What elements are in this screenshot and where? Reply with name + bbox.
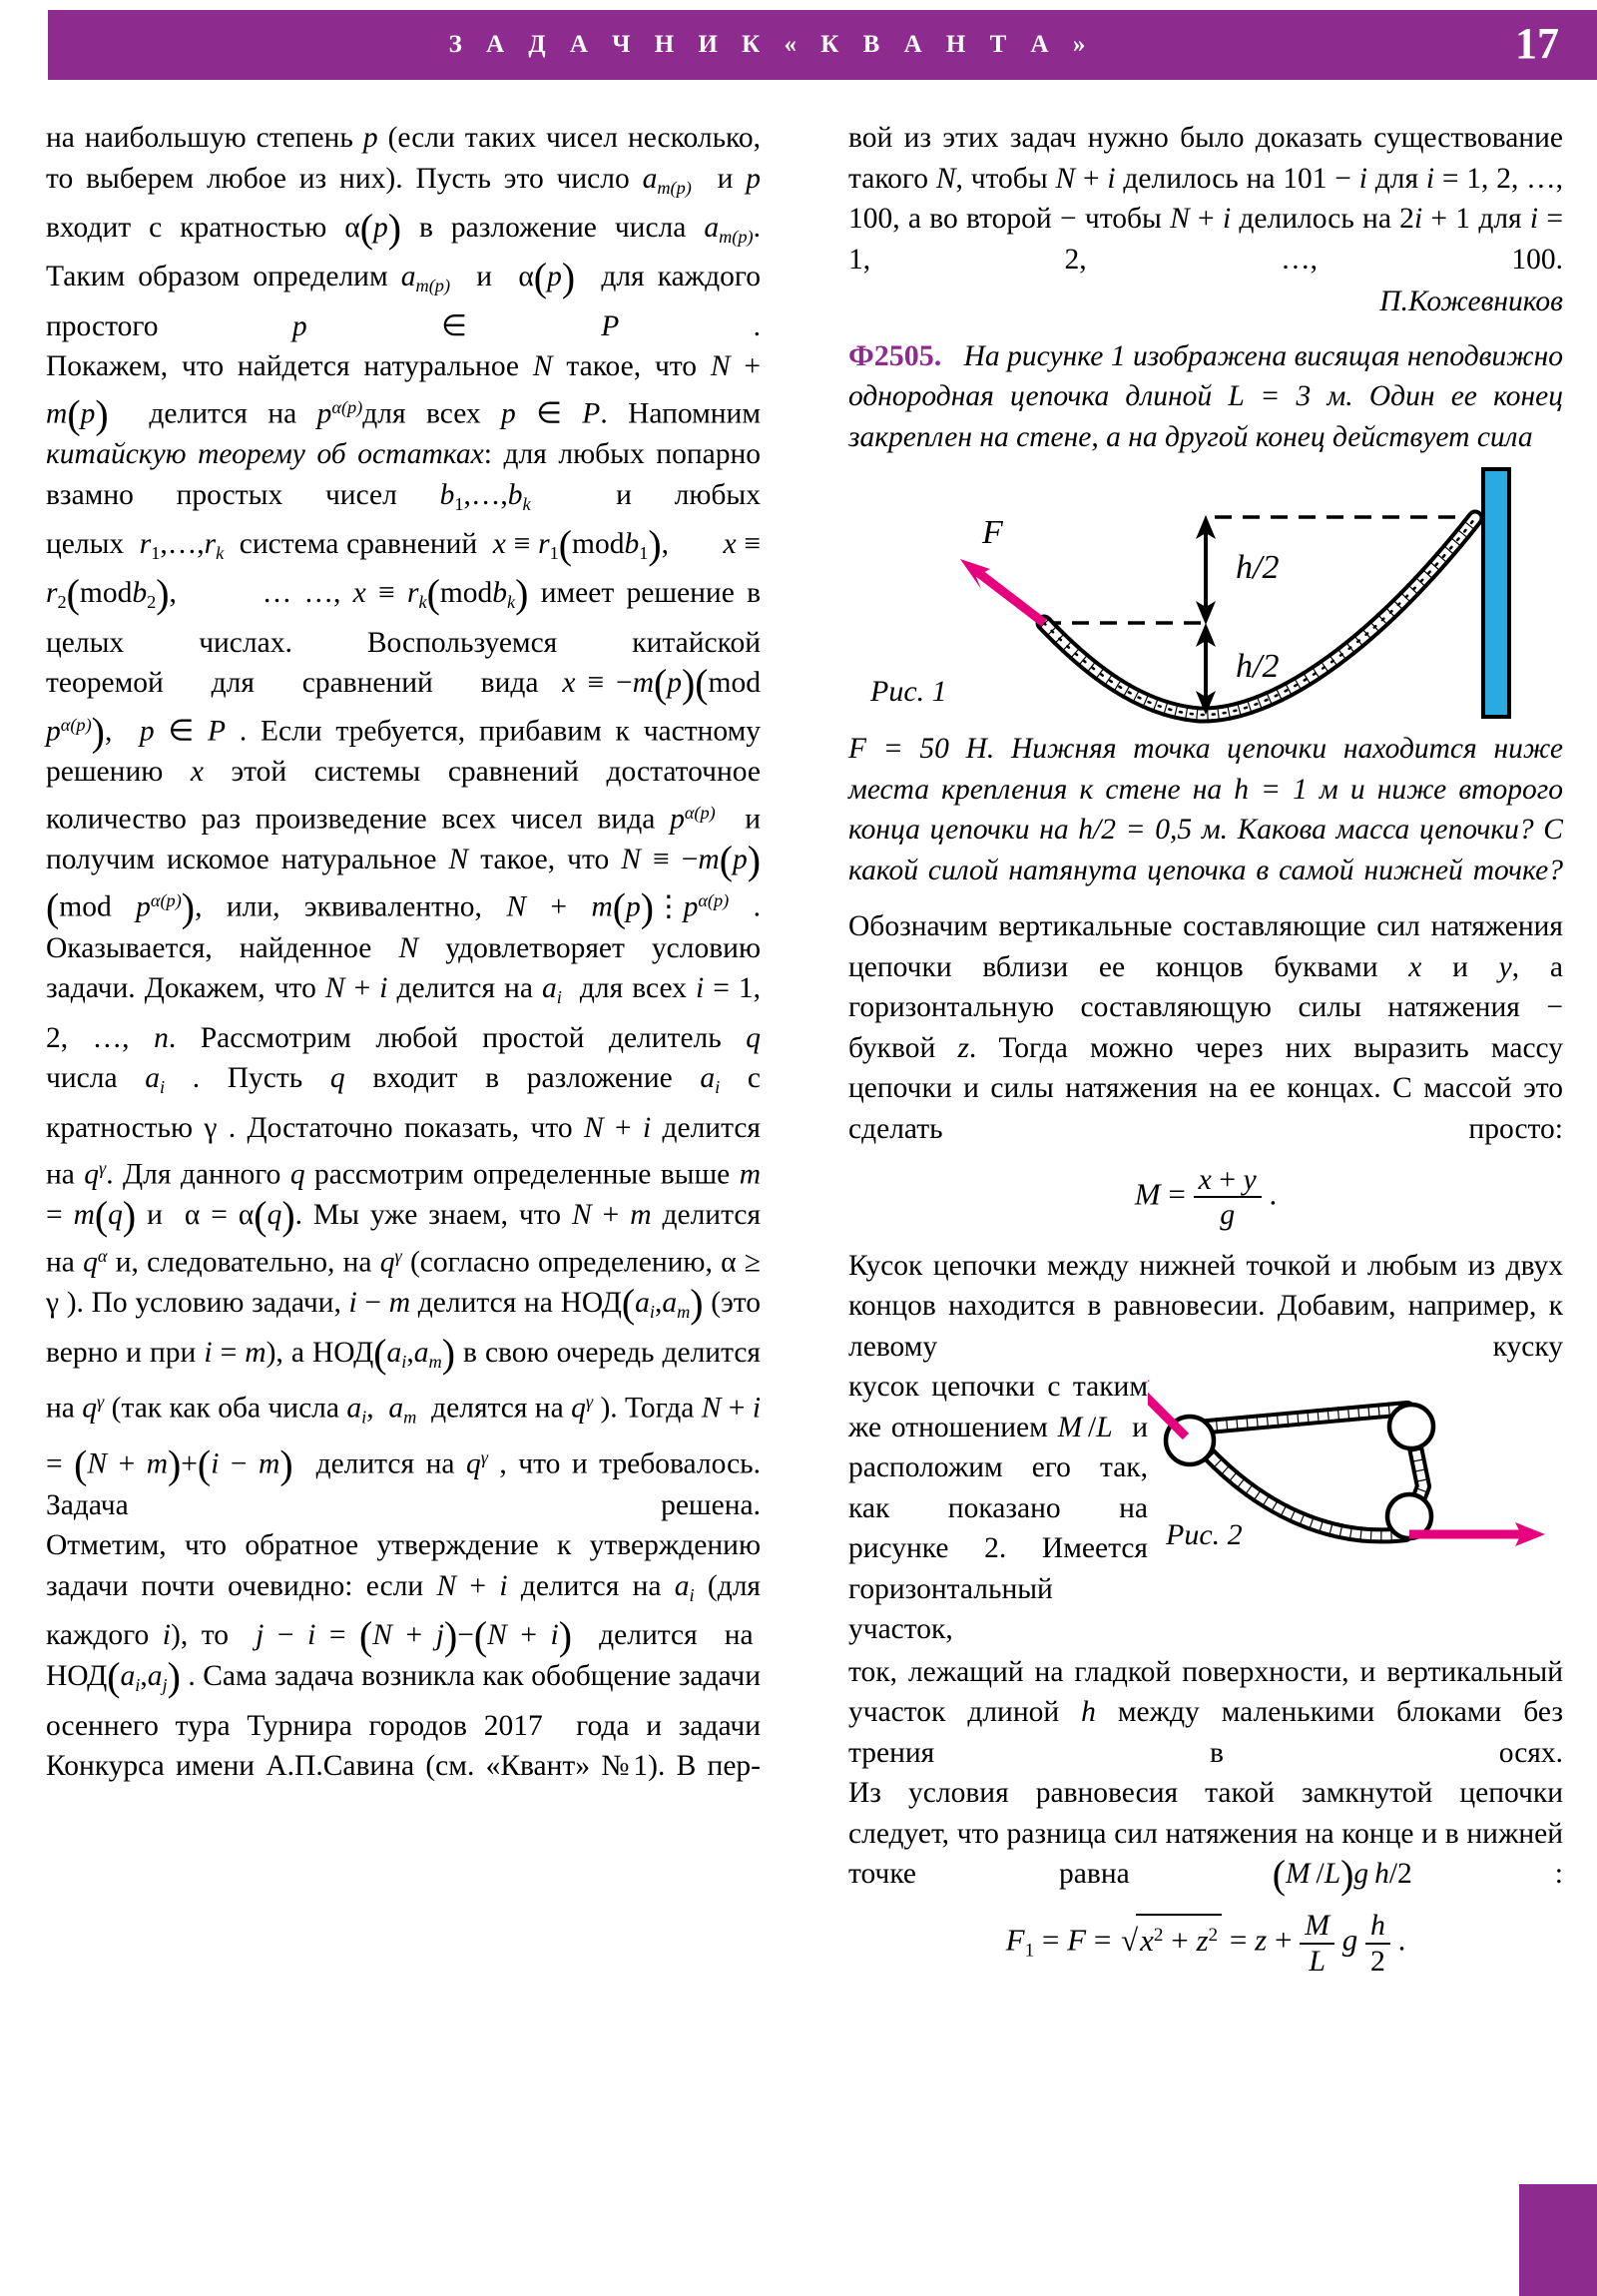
solution-with-figure-2	[848, 1367, 1563, 1650]
figure-2	[1148, 1367, 1567, 1596]
paragraph-1: на наибольшую степень p (если таких чисел несколько, то выберем любое из них). Пусть это число $a_{m(p)}$ и p входит с кратностью α(p) в разложение числа $a_{m(p)}$. Таким образом определим $a_{m(p)}$ и α(p) для каждого простого p ∈ P .	[46, 122, 762, 342]
arrow-up-left	[1148, 1371, 1186, 1436]
solution-paragraph-3: Из условия равновесия такой замкнутой цепочки следует, что разница сил натяжения на конце и в нижней точке равна (M /L)g h/2 :	[848, 1777, 1563, 1897]
figure-1	[848, 465, 1563, 725]
figure-2-svg	[1148, 1367, 1567, 1596]
solution-paragraph-2c: ток, лежащий на гладкой поверхности, и вертикальный участок длиной h между маленькими блоками без трения в осях.	[848, 1655, 1564, 1769]
page-number: 17	[1515, 19, 1559, 68]
solution-paragraph-2a: Кусок цепочки между нижней точкой и любым из двух концов находится в равновесии. Добавим, например, к левому куску	[848, 1249, 1563, 1363]
force-label: F	[982, 514, 1003, 551]
paragraph-2: Покажем, что найдется натуральное N такое, что N + m(p) делится на $p^{\alpha(p)}для$ всех p ∈ P. Напомним китайскую теорему об остатках: для любых попарно взамно простых чисел $b1,\dots,b_k$ и любых целых $r1,\dots,r_k$ система сравнений x ≡ r1(modb1), x ≡ r2(modb2), … …, $x \equiv r_k(modb_k)$ имеет решение в целых числах. Воспользуемся китайской теоремой для сравнений вида x ≡ −m(p)(mod $p^{\alpha(p)}$), p ∈ P . Если требуется, прибавим к частному решению x этой системы сравнений достаточное количество раз произведение всех чисел вида $p^{\alpha(p)}$ и получим искомое натуральное N такое, что N ≡ −m(p)(mod $p^{\alpha(p)}$), или, эквивалентно, $N + m(p)⋮p^{\alpha(p)}$ .	[46, 350, 762, 930]
formula-mass: M = $\frac{x + y}{g}$ .	[1134, 1163, 1278, 1232]
wall-shape	[1483, 469, 1509, 717]
page-corner-marker	[1519, 2184, 1597, 2296]
dimension-label-top: h/2	[1236, 549, 1280, 586]
right-column	[848, 118, 1563, 1992]
figure-1-svg	[848, 465, 1563, 725]
force-arrow	[960, 559, 1044, 623]
dimension-label-bottom: h/2	[1236, 648, 1280, 685]
chain-curve	[1044, 518, 1475, 715]
solution-paragraph-1: Обозначим вертикальные составляющие сил натяжения цепочки вблизи ее концов буквами x и y, а горизонтальную составляющую силы натяжения − буквой z. Тогда можно через них выразить массу цепочки и силы натяжения на ее концах. С массой это сделать просто:	[848, 910, 1563, 1145]
paragraph-4: Отметим, что обратное утверждение к утверждению задачи почти очевидно: если N + i делится на $a_i$ (для каждого i), то j − i = (N + j)−(N + i) делится на $НОД(a_i,a_j)$ . Сама задача возникла как обобщение задачи осеннего тура Турнира городов 2017 года и задачи Конкурса имени А.П.Савина (см. «Квант» №1). В пер-	[46, 1529, 762, 1783]
pulley-top-right	[1389, 1405, 1433, 1448]
figure-2-caption: Рис. 2	[1166, 1518, 1243, 1552]
solution-paragraph-2b: кусок цепочки с таким же отношением M /L и расположим его так, как показано на рисунке 2. Имеется горизонтальный участок,	[848, 1371, 1148, 1646]
problem-id: Ф2505.	[848, 338, 942, 372]
continuation-paragraph: вой из этих задач нужно было доказать существование такого N, чтобы N + i делилось на 101 − i для i = 1, 2, …, 100, а во второй − чтобы N + i делилось на 2i + 1 для i = 1, 2, …, 100.	[848, 122, 1564, 276]
formula-F1: $F1 = F = √x^2 + z^2 = z$ + $\frac{M}{L}$ g $\frac{h}{2}$ .	[1005, 1909, 1406, 1978]
dimension-top	[1196, 515, 1216, 625]
dimension-bottom	[1196, 623, 1216, 715]
page-header-bar	[48, 10, 1597, 80]
problem-statement-part2: F = 50 Н. Нижняя точка цепочки находится ниже места крепления к стене на h = 1 м и ниже второго конца цепочки на h/2 = 0,5 м. Какова масса цепочки? С какой силой натянута цепочка в самой нижней точке?	[848, 733, 1563, 886]
page-title: З А Д А Ч Н И К « К В А Н Т А »	[448, 31, 1095, 58]
problem-statement-part1: На рисунке 1 изображена висящая неподвижно однородная цепочка длиной L = 3 м. Один ее конец закреплен на стене, а на другой конец действует сила	[848, 339, 1564, 453]
figure-1-caption: Рис. 1	[870, 675, 947, 708]
article-author: П.Кожевников	[1379, 286, 1563, 317]
paragraph-3: Оказывается, найденное N удовлетворяет условию задачи. Докажем, что N + i делится на $a_i$ для всех i = 1, 2, …, n. Рассмотрим любой простой делитель q числа $a_i$ . Пусть q входит в разложение $a_i$ с кратностью γ . Достаточно показать, что N + i делится на $q^\gamma$. Для данного q рассмотрим определенные выше m = m(q) и α = α(q). Мы уже знаем, что N + m делится на $q^\alpha$ и, следовательно, на $q^\gamma$ (согласно определению, α ≥ γ ). По условию задачи, i − m делится на $НОД(a_i,a_m)$ (это верно и при i = m), а $НОД(a_i,a_m)$ в свою очередь делится на $q^\gamma$ (так как оба числа $a_i$, $a_m$ делятся на $q^\gamma$ ). Тогда N + i = (N + m)+(i − m) делится на $q^\gamma$ , что и требовалось. Задача решена.	[46, 931, 762, 1521]
problem-2505	[848, 336, 1563, 458]
left-column	[46, 118, 761, 1787]
